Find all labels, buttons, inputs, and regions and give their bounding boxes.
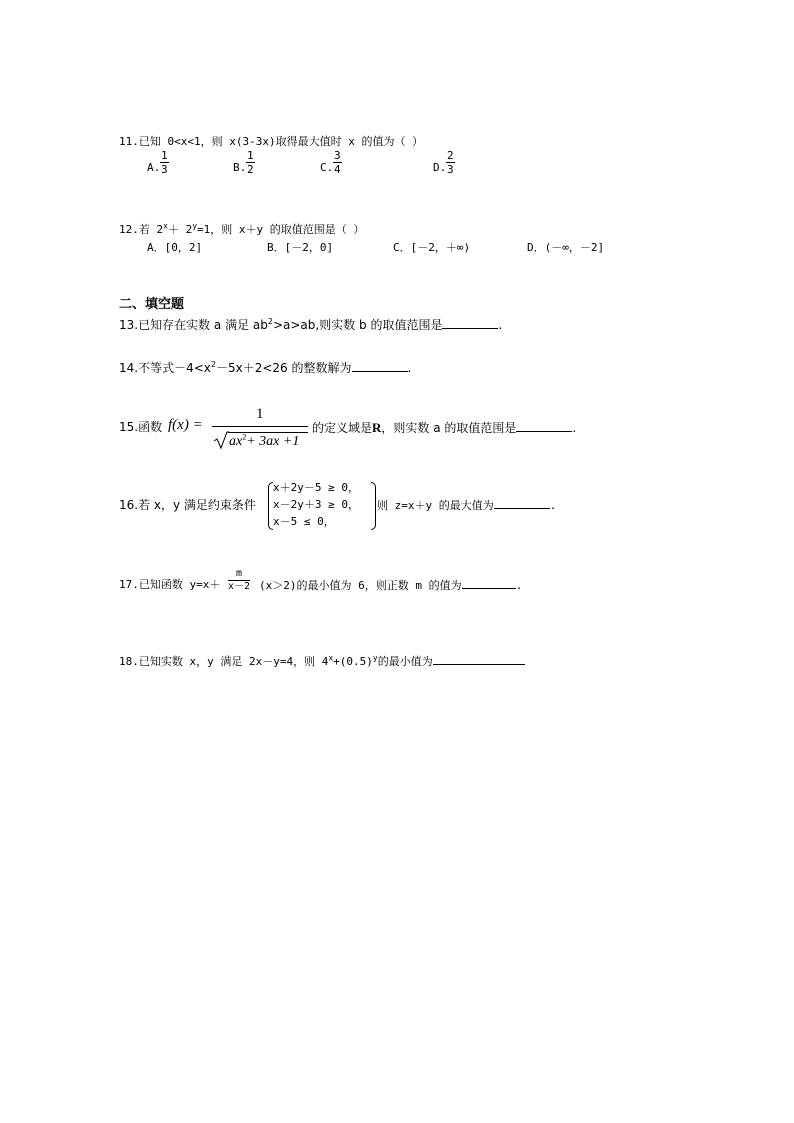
q11-option-a-label: A. xyxy=(147,161,161,174)
q14-answer-blank xyxy=(352,362,408,372)
section-title-fill-in: 二、填空题 xyxy=(119,297,185,312)
q11-option-d-fraction: 2 3 xyxy=(447,149,454,176)
q14-text: 14.不等式$-4<x^2-5x+2<26$ 的整数解为 . xyxy=(119,360,412,375)
q17-answer-blank xyxy=(462,579,516,589)
q18-text: 18.已知实数 x，y 满足 2x－y=4，则 $4^x+(0.5)^y$的最小值为 xyxy=(119,655,525,667)
q15-sqrt-sign xyxy=(213,431,229,450)
q12-option-a: A．[0，2] xyxy=(147,241,203,254)
q13-text: 13.已知存在实数 a 满足 $ab^2>a>ab$,则实数 b 的取值范围是 . xyxy=(119,317,503,332)
q17-prefix: 17.已知函数 y=x＋ xyxy=(119,578,221,591)
q15-sqrt-vinculum xyxy=(228,432,308,433)
q11-option-c-label: C. xyxy=(320,161,334,174)
q12-stem: 12.若 $2^x+ 2^y=1$，则 x＋y 的取值范围是（ ） xyxy=(119,221,365,236)
q16-condition-1: x＋2y－5 ≥ 0， xyxy=(273,481,359,494)
q11-option-c-fraction: 3 4 xyxy=(334,149,341,176)
q11-option-b-fraction: 1 2 xyxy=(247,149,254,176)
q15-prefix: 15.函数 xyxy=(119,420,163,434)
q11-option-b-label: B. xyxy=(233,161,247,174)
q11-option-d-label: D. xyxy=(433,161,447,174)
q13-answer-blank xyxy=(442,319,498,329)
q12-option-c: C．[－2，＋∞) xyxy=(393,241,471,254)
q11-option-a-fraction: 1 3 xyxy=(161,149,168,176)
q17-fraction: m x－2 xyxy=(228,568,251,592)
q12-option-d: D．(－∞，－2] xyxy=(527,241,605,254)
q15-suffix: 的定义域是R，则实数 a 的取值范围是 . xyxy=(312,420,577,435)
q16-answer-blank xyxy=(494,499,550,509)
q16-condition-3: x－5 ≤ 0， xyxy=(273,515,335,528)
q18-answer-blank xyxy=(433,655,525,665)
q15-numerator: 1 xyxy=(256,406,264,422)
q12-option-b: B．[－2，0] xyxy=(267,241,334,254)
q15-function-name: f(x) = xyxy=(168,417,203,433)
q16-right-brace xyxy=(371,482,376,530)
q15-fraction-bar xyxy=(212,426,308,427)
q16-condition-2: x－2y＋3 ≥ 0， xyxy=(273,498,359,511)
q16-suffix: 则 z=x＋y 的最大值为 . xyxy=(377,499,557,512)
q11-stem: 11.已知 0<x<1，则 x(3-3x)取得最大值时 x 的值为（ ） xyxy=(119,135,424,148)
q16-prefix: 16.若 x，y 满足约束条件 xyxy=(119,498,256,512)
q15-denominator: $ax^2+ 3ax +1$ xyxy=(229,432,300,449)
q17-suffix: (x＞2)的最小值为 6，则正数 m 的值为 . xyxy=(259,579,523,592)
q15-answer-blank xyxy=(516,422,572,432)
